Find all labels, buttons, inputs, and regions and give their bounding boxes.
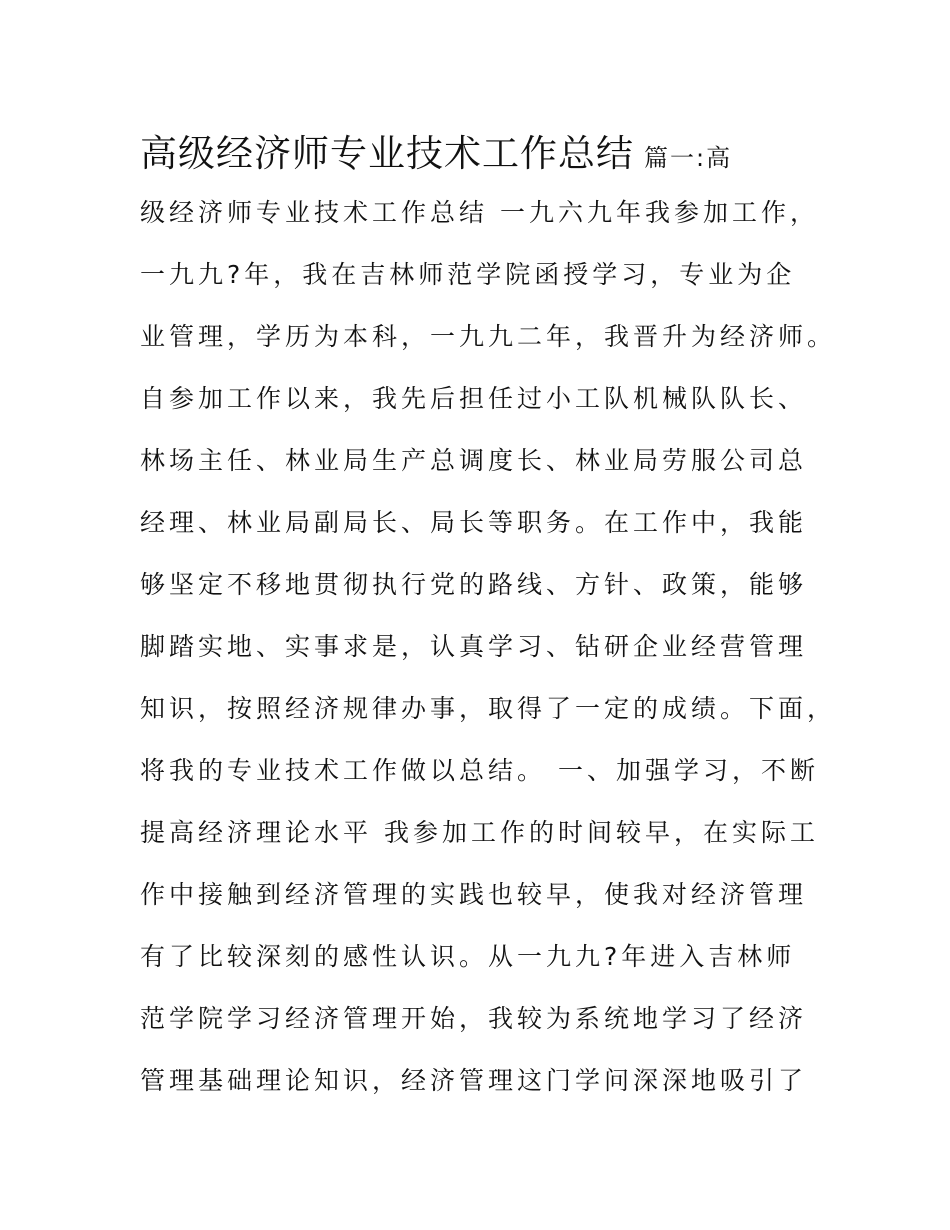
body-line: 作中接触到经济管理的实践也较早，使我对经济管理 [140, 880, 808, 909]
body-line: 级经济师专业技术工作总结 一九六九年我参加工作， [140, 198, 819, 227]
body-line: 业管理，学历为本科，一九九二年，我晋升为经济师。 [140, 322, 837, 351]
body-line: 一九九?年，我在吉林师范学院函授学习，专业为企 [140, 260, 796, 289]
body-line: 够坚定不移地贯彻执行党的路线、方针、政策，能够 [140, 570, 808, 599]
body-line: 自参加工作以来，我先后担任过小工队机械队队长、 [140, 384, 808, 413]
document-body [140, 126, 840, 1112]
body-line: 林场主任、林业局生产总调度长、林业局劳服公司总 [140, 446, 808, 475]
body-line: 脚踏实地、实事求是，认真学习、钻研企业经营管理 [140, 632, 808, 661]
body-line: 知识，按照经济规律办事，取得了一定的成绩。下面， [140, 694, 837, 723]
document-title: 高级经济师专业技术工作总结 [140, 132, 634, 175]
body-line: 有了比较深刻的感性认识。从一九九?年进入吉林师 [140, 942, 796, 971]
body-line: 范学院学习经济管理开始，我较为系统地学习了经济 [140, 1004, 808, 1033]
title-line [140, 126, 840, 182]
document-subtitle: 篇一:高 [644, 144, 733, 172]
body-line: 将我的专业技术工作做以总结。 一、加强学习，不断 [140, 756, 819, 785]
body-line: 经理、林业局副局长、局长等职务。在工作中，我能 [140, 508, 808, 537]
body-line: 管理基础理论知识，经济管理这门学问深深地吸引了 [140, 1066, 808, 1095]
body-line: 提高经济理论水平 我参加工作的时间较早，在实际工 [140, 818, 819, 847]
